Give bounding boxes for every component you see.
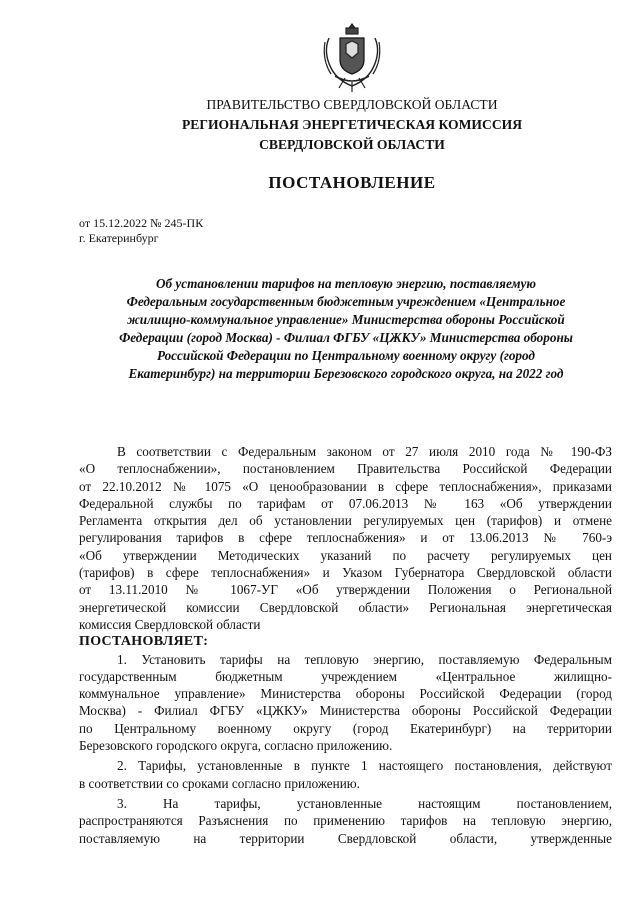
text-line: «О теплоснабжении», постановлением Правительства Российской Федерации bbox=[79, 461, 612, 477]
text-line: государственным бюджетным учреждением «Центральное жилищно- bbox=[79, 668, 612, 684]
document-body bbox=[79, 443, 612, 847]
text-line: Березовского городского округа, согласно приложению. bbox=[79, 738, 393, 754]
document-city: г. Екатеринбург bbox=[79, 231, 159, 245]
subject-line: Об установлении тарифов на тепловую энергию, поставляемую bbox=[156, 276, 536, 291]
text-line: энергетической комиссии Свердловской области» Региональная энергетическая bbox=[79, 599, 612, 615]
text-line: в соответствии со сроками согласно приложению. bbox=[79, 775, 360, 791]
text-line: Регламента открытия дел об установлении регулируемых цен (тарифов) и отмене bbox=[79, 513, 612, 529]
document-title: ПОСТАНОВЛЕНИЕ bbox=[268, 173, 436, 192]
document-date-number: от 15.12.2022 № 245-ПК bbox=[79, 216, 204, 230]
text-line: (тарифов) в сфере теплоснабжения» и Указом Губернатора Свердловской области bbox=[79, 565, 612, 581]
text-line: распространяются Разъяснения по применению тарифов на тепловую энергию, bbox=[79, 813, 612, 829]
text-line: 3. На тарифы, установленные настоящим постановлением, bbox=[117, 795, 612, 811]
text-line: В соответствии с Федеральным законом от 27 июля 2010 года № 190-ФЗ bbox=[117, 444, 612, 459]
text-line: «Об утверждении Методических указаний по расчету регулируемых цен bbox=[79, 547, 612, 563]
coat-of-arms-emblem bbox=[321, 22, 383, 94]
subject-line: Российской Федерации по Центральному военному округу (город bbox=[157, 348, 535, 363]
text-line: 2. Тарифы, установленные в пункте 1 настоящего постановления, действуют bbox=[117, 758, 612, 774]
subject-line: Федеральным государственным бюджетным учреждением «Центральное bbox=[126, 294, 566, 309]
text-line: от 13.11.2010 № 1067-УГ «Об утверждении Положения о Региональной bbox=[79, 582, 612, 598]
commission-name: РЕГИОНАЛЬНАЯ ЭНЕРГЕТИЧЕСКАЯ КОМИССИЯ bbox=[181, 117, 523, 132]
text-line: 1. Установить тарифы на тепловую энергию, поставляемую Федеральным bbox=[117, 651, 612, 667]
text-line: Москва) - Филиал ФГБУ «ЦЖКУ» Министерства обороны Российской Федерации bbox=[79, 703, 612, 719]
text-line: Федеральной службы по тарифам от 07.06.2013 № 163 «Об утверждении bbox=[79, 495, 612, 511]
preamble-paragraph bbox=[79, 443, 612, 633]
text-line: комиссия Свердловской области bbox=[79, 616, 261, 632]
text-line: коммунальное управление» Министерства обороны Российской Федерации (город bbox=[79, 686, 612, 702]
region-name: СВЕРДЛОВСКОЙ ОБЛАСТИ bbox=[259, 137, 445, 152]
item-paragraph bbox=[79, 795, 612, 847]
document-subject bbox=[80, 275, 612, 383]
item-paragraph bbox=[79, 651, 612, 755]
government-name: ПРАВИТЕЛЬСТВО СВЕРДЛОВСКОЙ ОБЛАСТИ bbox=[206, 97, 498, 112]
text-line: по Центральному военному округу (город Екатеринбург) на территории bbox=[79, 720, 612, 736]
subject-line: Екатеринбург) на территории Березовского городского округа, на 2022 год bbox=[128, 366, 564, 381]
subject-line: Федерации (город Москва) - Филиал ФГБУ «ЦЖКУ» Министерства обороны bbox=[119, 330, 573, 345]
text-line: регулирования тарифов в сфере теплоснабжения» и от 13.06.2013 № 760-э bbox=[79, 530, 612, 546]
text-line: поставляемую на территории Свердловской области, утвержденные bbox=[79, 830, 612, 846]
item-paragraph bbox=[79, 757, 612, 792]
subject-line: жилищно-коммунальное управление» Министерства обороны Российской bbox=[127, 312, 565, 327]
resolves-heading: ПОСТАНОВЛЯЕТ: bbox=[79, 634, 209, 650]
text-line: от 22.10.2012 № 1075 «О ценообразовании в сфере теплоснабжения», приказами bbox=[79, 478, 612, 494]
